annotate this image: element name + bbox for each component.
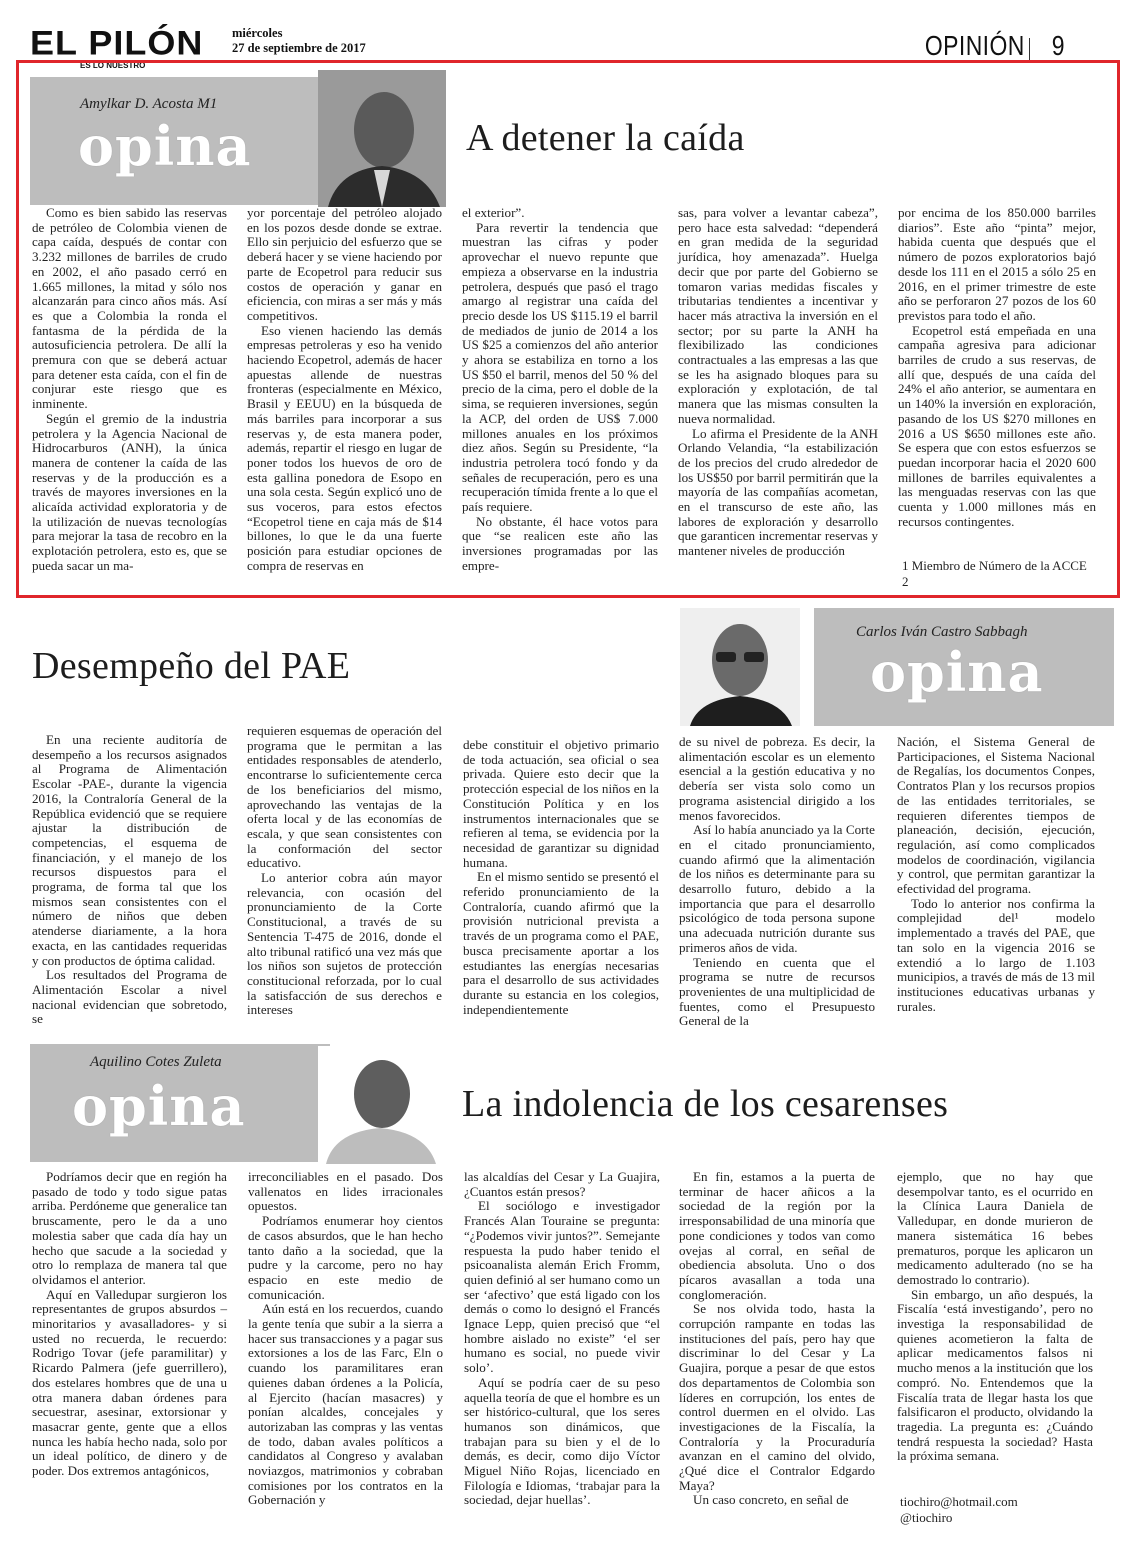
section-label: OPINIÓN bbox=[925, 30, 1025, 61]
page-number: 9 bbox=[1052, 30, 1065, 61]
article-column-3 bbox=[464, 1170, 660, 1508]
page-number-divider bbox=[1029, 38, 1030, 60]
article-column-5 bbox=[897, 735, 1095, 1014]
paragraph: yor porcentaje del petróleo alojado en los pozos desde donde se extrae. Ello sin perjuicio del esfuerzo que se deberá hacer y se viene haciendo por parte de Ecopetrol para reducir sus costos de operación y ganar en eficiencia, con miras a ser más y más competitivos. bbox=[247, 205, 442, 323]
issue-date bbox=[232, 26, 366, 56]
footnote-number: 2 bbox=[902, 574, 909, 589]
article-column-4 bbox=[678, 206, 878, 559]
paragraph: Aquí en Valledupar surgieron los representantes de grupos absurdos –minoritarios y avasalladores- y si usted no recuerda, le recuerdo: Rodrigo Tovar (jefe paramilitar) y Ricardo Palmera (jefe guerrillero), dos estelares hombres que de una u otra manera daban órdenes para secuestrar, asesinar, extorsionar y masacrar gente, gente que a ellos nunca les había hecho nada, solo por un ideal político, de dinero y de poder. Dos extremos antagónicos, bbox=[32, 1286, 227, 1479]
paragraph: El sociólogo e investigador Francés Alan Touraine se pregunta: “¿Podemos vivir juntos?”. Semejante respuesta la pudo haber tenido el psicoanalista alemán Erich Fromm, quien definió al ser humano como un ser ‘afectivo’ que está ligado con los demás o como lo designó el Francés Ignace Lepp, quien precisó que “el hombre aislado no existe” ‘el ser humano es social, no puede vivir solo’. bbox=[464, 1198, 660, 1376]
author-social-handle: @tiochiro bbox=[900, 1510, 953, 1525]
paragraph: Lo anterior cobra aún mayor relevancia, con ocasión del pronunciamiento de la Corte Constitucional, a través de su Sentencia T-475 de 2016, donde el alto tribunal ratificó una vez más que los niños son sujetos de protección constitucional reforzada, por lo cual la satisfacción de sus derechos e intereses bbox=[247, 870, 442, 1018]
author-name: Amylkar D. Acosta M1 bbox=[80, 96, 218, 112]
paragraph: Un caso concreto, en señal de bbox=[693, 1492, 849, 1508]
paragraph: Ecopetrol está empeñada en una campaña agresiva para adicionar barriles de crudo a sus reservas, de allí que, después de una caída del 24% el año anterior, se aumentara en un 140% la inversión en exploración, pasando de los US $270 millones en 2016 a US $650 millones este año. Se espera que con estos esfuerzos se puedan incorporar hacia el 2020 600 millones de barriles equivalentes a las menguadas reservas con las que cuenta y 1.000 millones más en recursos contingentes. bbox=[898, 322, 1096, 529]
paragraph: En una reciente auditoría de desempeño a los recursos asignados al Programa de Alimentación Escolar -PAE-, durante la vigencia 2016, la Contraloría General de la República evidenció que se requiere ajustar la distribución de competencias, el esquema de financiación, y el manejo de los recursos dispuestos para el programa, de forma tal que los mismos sean consistentes con el número de niños que deben atenderse diariamente, a la hora exacta, en las cantidades requeridas y con productos de óptima calidad. bbox=[32, 732, 227, 968]
paragraph: Para revertir la tendencia que muestran las cifras y poder aprovechar el nuevo repunte que empieza a observarse en la industria petrolera, después que pasó el trago amargo al registrar una caída del precio desde los US $115.19 el barril de mediados de junio de 2014 a los US $25 a comienzos del año anterior y ahora se estabiliza en torno a los US $50 el barril, menos del 50 % del precio de la cima, pero el doble de la sima, se requieren inversiones, según la ACP, del orden de US$ 7.000 millones anuales en los próximos diez años. Según su Presidente, “la industria petrolera tocó fondo y da señales de recuperación, pero es una recuperación tímida frente a lo que el país requiere. bbox=[462, 219, 658, 515]
masthead bbox=[0, 0, 1145, 70]
paragraph: Como es bien sabido las reservas de petróleo de Colombia vienen de capa caída, después de contar con 3.232 millones de barriles de crudo en 2002, el año pasado cerró en 1.665 millones, la mitad y sólo nos alcanzarán para cinco años más. Así es que a Colombia la ronda el fantasma de la pérdida de la autosuficiencia petrolera. De allí la premura con que se deberá actuar para detener esta caída, con el fin de conjurar este riesgo que es inminente. bbox=[32, 205, 227, 412]
paragraph: Así lo había anunciado ya la Corte en el citado pronunciamiento, cuando afirmó que la alimentación de los niños es determinante para su desarrollo futuro, debido a la importancia que para el desarrollo psicológico de toda persona supone una adecuada nutrición durante sus primeros años de vida. bbox=[679, 822, 875, 955]
author-footnote bbox=[902, 558, 1087, 590]
paragraph: Podríamos enumerar hoy cientos de casos absurdos, que le han hecho tanto daño a la sociedad, que la pudre y la carcome, pero no hay espacio en este medio de comunicación. bbox=[248, 1213, 443, 1302]
author-contact bbox=[900, 1494, 1018, 1526]
article-column-1 bbox=[32, 206, 227, 574]
paragraph: el exterior”. bbox=[462, 205, 525, 220]
paragraph: Eso vienen haciendo las demás empresas petroleras y eso ha venido haciendo Ecopetrol, además de hacer apuestas allende de nuestras fronteras (especialmente en México, Brasil y EEUU) en la búsqueda de más barriles para incorporar a sus reservas y, de esta manera poder, además, repartir el riesgo en lugar de poner todos los huevos de oro de esta gallina ponedora de Esopo en una sola cesta. Según explicó uno de sus voceros, para estos efectos “Ecopetrol tiene en caja más de $14 billones, lo que le da una fuerte posición para estudiar opciones de compra de reservas en bbox=[247, 322, 442, 573]
paragraph: irreconciliables en el pasado. Dos vallenatos en lides irracionales opuestos. bbox=[248, 1169, 443, 1214]
paragraph: sas, para volver a levantar cabeza”, pero hace esta salvedad: “dependerá en gran medida de la seguridad jurídica, hoy amenazada”. Huelga decir que por parte del Gobierno se tomaron varias medidas fiscales y tributarias tendientes a incentivar y hacer más atractiva la inversión en el sector; por su parte la ANH ha flexibilizado las condiciones contractuales a las empresas a las que se les ha asignado bloques para su exploración y explotación, de tal manera que las mismas consulten la nueva normalidad. bbox=[678, 205, 878, 426]
article-column-3 bbox=[463, 738, 659, 1017]
article-column-2 bbox=[247, 724, 442, 1018]
paragraph: Teniendo en cuenta que el programa se nutre de recursos provenientes de una multiplicidad de fuentes, como el Presupuesto General de la bbox=[679, 954, 875, 1029]
paragraph: En fin, estamos a la puerta de terminar de hacer añicos a la sociedad de la región por la irresponsabilidad de una minoría que pone condiciones y todos van como ovejas al corral, en señal de obediencia absoluta. Uno o dos pícaros avasallan a toda una conglomeración. bbox=[679, 1169, 875, 1302]
paragraph: Sin embargo, un año después, la Fiscalía ‘está investigando’, pero no investiga la responsabilidad de quienes acometieron la falta de aplicar medicamentos falsos ni mucho menos a la institución que los compró. No. Entendemos que la Fiscalía trata de llegar hasta los que falsificaron el producto, olvidando la tragedia. La pregunta es: ¿Cuándo tendrá respuesta la sociedad? Hasta la próxima semana. bbox=[897, 1286, 1093, 1464]
paragraph: Aquí se podría caer de su peso aquella teoría de que el hombre es un ser histórico-cultural, que los seres humanos son dinámicos, que trabajan para su bien y el de lo demás, es decir, como dijo Víctor Miguel Niño Rojas, licenciado en Filología e Idiomas, ‘trabajar para la sociedad, dejar huellas’. bbox=[464, 1374, 660, 1508]
author-photo bbox=[318, 70, 446, 207]
author-portrait-icon bbox=[318, 70, 446, 207]
article-column-5 bbox=[897, 1170, 1093, 1464]
paragraph: En el mismo sentido se presentó el referido pronunciamiento de la Contraloría, cuando afirmó que la provisión nutricional prevista a través de un programa como el PAE, busca precisamente aportar a los estudiantes las energías necesarias para el desarrollo de sus actividades durante su estancia en los colegios, independientemente bbox=[463, 869, 659, 1017]
issue-weekday: miércoles bbox=[232, 26, 283, 40]
paragraph: por encima de los 850.000 barriles diarios”. Este año “pinta” mejor, habida cuenta que después que el número de pozos exploratorios bajó desde los 111 en el 2015 a sólo 25 en 2016, en el primer trimestre de este año se perforaron 27 pozos de los 60 previstos para todo el año. bbox=[898, 205, 1096, 323]
article-column-3 bbox=[462, 206, 658, 574]
issue-date-text: 27 de septiembre de 2017 bbox=[232, 41, 366, 55]
article-column-1 bbox=[32, 733, 227, 1027]
paragraph: Todo lo anterior nos confirma la complejidad del¹ modelo implementado a través del PAE, que tan solo en la vigencia 2016 se extendió a lo largo de 1.103 municipios, a través de más de 13 mil instituciones educativas urbanas y rurales. bbox=[897, 895, 1095, 1014]
article-headline: La indolencia de los cesarenses bbox=[462, 1083, 949, 1125]
article-column-5 bbox=[898, 206, 1096, 529]
footnote-text: 1 Miembro de Número de la ACCE bbox=[902, 558, 1087, 573]
author-photo bbox=[680, 608, 800, 726]
opina-label: opina bbox=[72, 1074, 246, 1138]
article-column-2 bbox=[248, 1170, 443, 1508]
article-headline: Desempeño del PAE bbox=[32, 645, 351, 687]
author-photo bbox=[318, 1046, 440, 1164]
paragraph: Según el gremio de la industria petrolera y la Agencia Nacional de Hidrocarburos (ANH), la única manera de contener la caída de las reservas y de la producción es a través de mayores inversiones en la alicaída actividad exploratoria y de la utilización de nuevas tecnologías para mejorar la tasa de recobro en la explotación petrolera, esto es, que se pueda sacar un ma- bbox=[32, 410, 227, 573]
paragraph: Podríamos decir que en región ha pasado de todo y todo sigue patas arriba. Perdóneme que generalice tan bruscamente, pero le da a uno molestia saber que cada día hay un hecho que sacude a la sociedad y otro lo remplaza de manera tal que olvidamos el anterior. bbox=[32, 1169, 227, 1287]
author-name: Aquilino Cotes Zuleta bbox=[90, 1054, 222, 1070]
paragraph: Se nos olvida todo, hasta la corrupción rampante en todas las instituciones del país, pero hay que discriminar lo del Cesar y La Guajira, porque a pesar de que estos dos departamentos de Colombia son líderes en corrupción, los entes de control duermen en el olvido. Las investigaciones de la Fiscalía, la Contraloría y la Procuraduría avanzan en el camino del olvido, ¿Qué dice el Contralor Edgardo Maya? bbox=[679, 1301, 875, 1493]
paragraph: las alcaldías del Cesar y La Guajira, ¿Cuantos están presos? bbox=[464, 1169, 660, 1199]
newspaper-tagline: ES LO NUESTRO bbox=[80, 61, 146, 70]
paragraph: requieren esquemas de operación del programa que le permitan a las entidades responsables de atenderlo, encontrarse lo suficientemente cerca de los beneficiarios del mismo, aprovechando las ventajas de la oferta local y de las economías de escala, y que sean consistentes con la conformación del sector educativo. bbox=[247, 723, 442, 871]
paragraph: Aún está en los recuerdos, cuando la gente tenía que subir a la sierra a hacer sus transacciones y a pagar sus extorsiones a los de las Farc, Eln o cuando los paramilitares eran quienes daban órdenes a la Policía, al Ejercito (hacían masacres) y ponían alcaldes, concejales y autorizaban las compras y las ventas de todo, daban avales políticos a candidatos al Congreso y avalaban noviazgos, matrimonios y cobraban comisiones por los contratos en la Gobernación y bbox=[248, 1301, 443, 1508]
paragraph: de su nivel de pobreza. Es decir, la alimentación escolar es un elemento esencial a la gestión educativa y no debería ser vista solo como un programa asistencial dirigido a los menos favorecidos. bbox=[679, 734, 875, 823]
author-name: Carlos Iván Castro Sabbagh bbox=[856, 624, 1028, 640]
newspaper-logo: EL PILÓN bbox=[30, 23, 204, 62]
article-column-4 bbox=[679, 1170, 875, 1508]
article-headline: A detener la caída bbox=[466, 117, 745, 159]
article-column-4 bbox=[679, 735, 875, 1029]
paragraph: Lo afirma el Presidente de la ANH Orlando Velandia, “la estabilización de los precios del crudo alrededor de los US$50 por barril permitirán que la mayoría de las compañías acometan, en el transcurso de este año, las labores de exploración y desarrollo que garanticen incrementar reservas y mantener niveles de producción bbox=[678, 425, 878, 559]
paragraph: ejemplo, que no hay que desempolvar tanto, es el ocurrido en la Clínica Laura Daniela de Valledupar, en donde murieron de manera sistemática 16 bebes prematuros, porque les aplicaron un medicamento adulterado (no se ha demostrado lo contrario). bbox=[897, 1169, 1093, 1287]
article-column-2 bbox=[247, 206, 442, 574]
article-column-1 bbox=[32, 1170, 227, 1479]
paragraph: Nación, el Sistema General de Participaciones, el Sistema Nacional de Regalías, los documentos Conpes, Contratos Plan y los recursos propios de las entidades territoriales, se requieren diferentes tiempos de planeación, decisión, ejecución, regulación, así como complicados modelos de coordinación, vigilancia y control, que permitan garantizar la efectividad del programa. bbox=[897, 734, 1095, 897]
author-portrait-icon bbox=[680, 608, 800, 726]
author-email: tiochiro@hotmail.com bbox=[900, 1494, 1018, 1509]
paragraph: No obstante, él hace votos para que “se realicen este año las inversiones programadas por las empre- bbox=[462, 513, 658, 573]
opina-label: opina bbox=[870, 640, 1044, 704]
paragraph: debe constituir el objetivo primario de toda actuación, sea oficial o sea privada. Quiere esto decir que la protección especial de los niños en la Constitución Política y en los instrumentos internacionales que se refieren al tema, se evidencia por la necesidad de garantizar su dignidad humana. bbox=[463, 737, 659, 870]
paragraph: Los resultados del Programa de Alimentación Escolar a nivel nacional evidencian que sobretodo, se bbox=[32, 967, 227, 1027]
opina-label: opina bbox=[78, 114, 252, 178]
author-portrait-icon bbox=[318, 1046, 440, 1164]
